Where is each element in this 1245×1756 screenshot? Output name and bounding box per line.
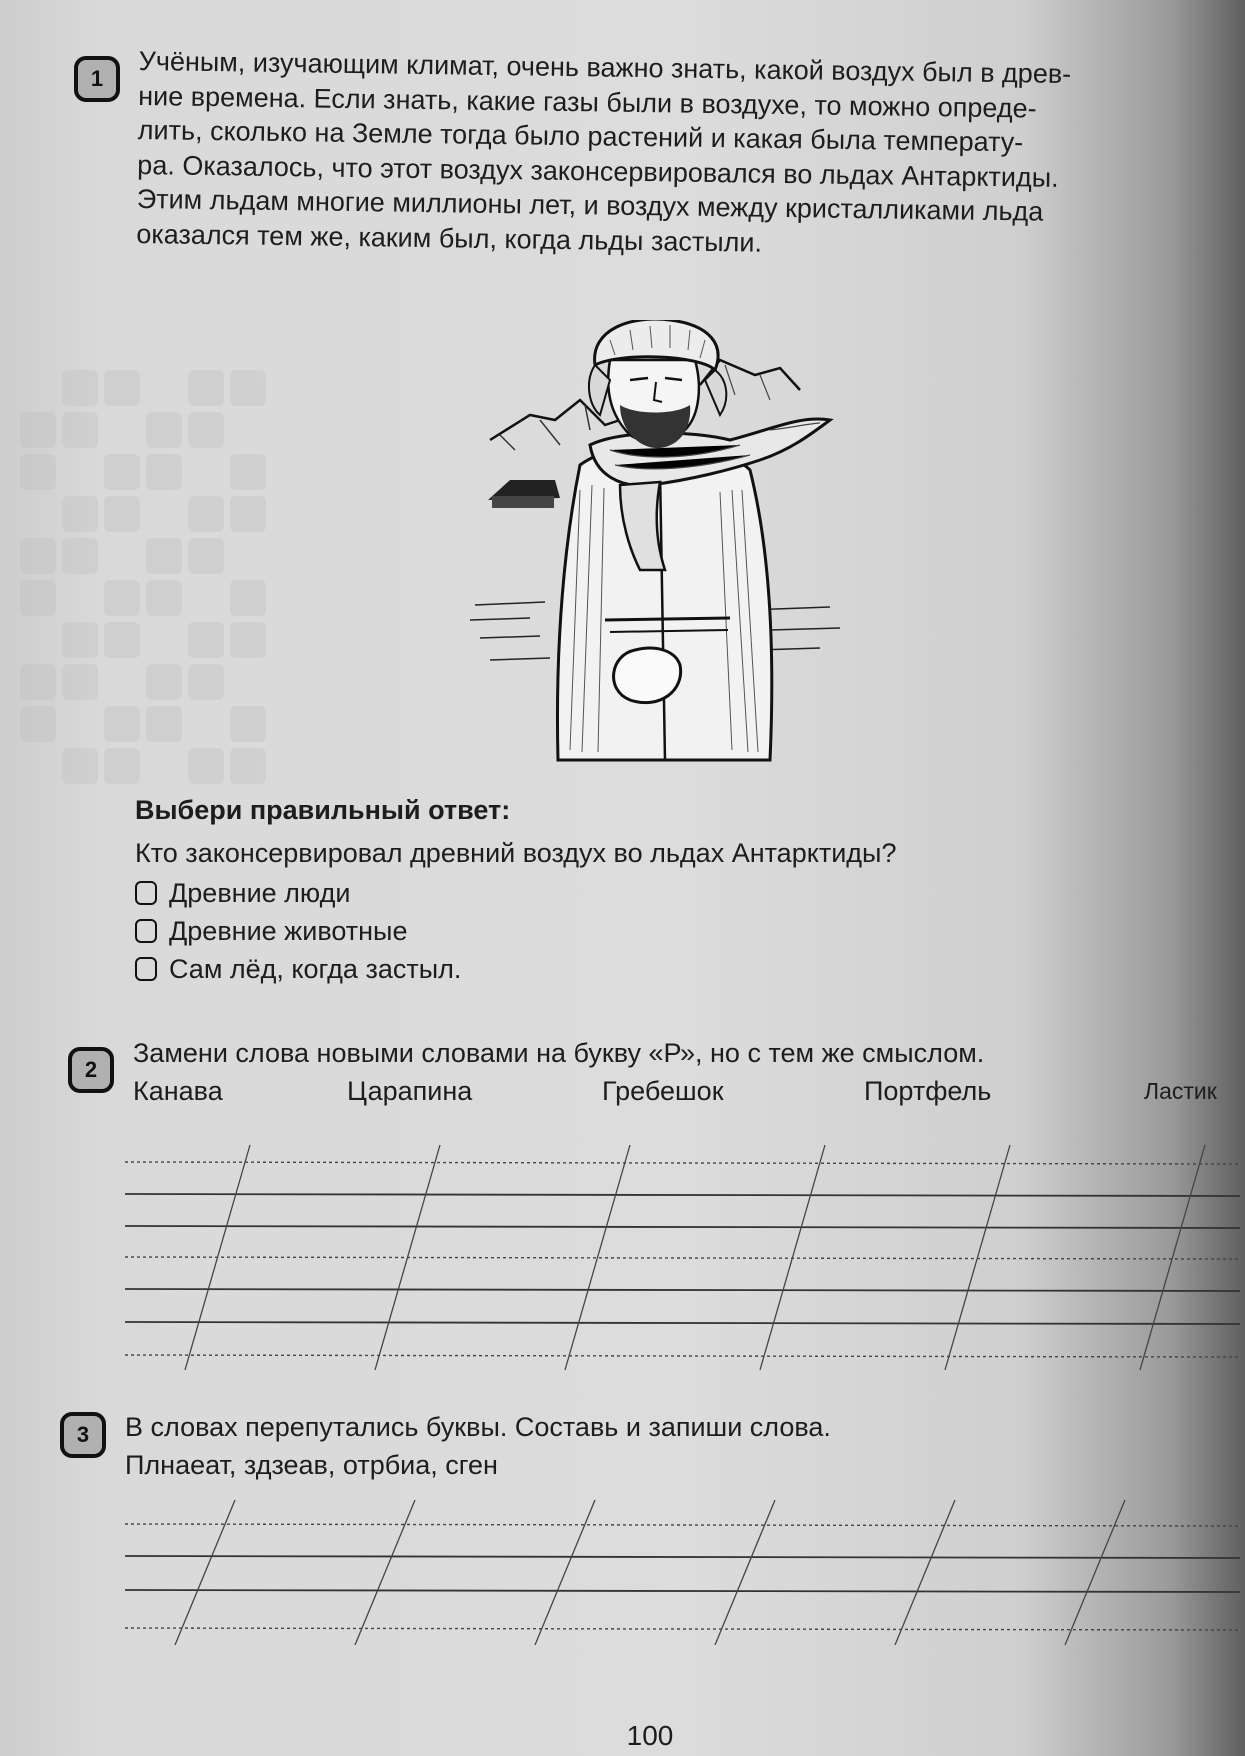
answer-option[interactable] bbox=[135, 874, 1095, 912]
handwriting-ruled-lines bbox=[125, 1140, 1240, 1375]
task-3-number-badge bbox=[60, 1412, 106, 1458]
paragraph-line: ра. Оказалось, что этот воздух законсервировался во льдах Антарктиды. bbox=[137, 149, 1059, 193]
task-1-paragraph bbox=[136, 44, 1243, 266]
task-3-writing-lines[interactable] bbox=[125, 1500, 1240, 1645]
background-tile bbox=[20, 454, 56, 490]
question-text: Кто законсервировал древний воздух во льдах Антарктиды? bbox=[135, 838, 897, 868]
task-2-block bbox=[133, 1038, 1233, 1114]
background-tile bbox=[188, 538, 224, 574]
task-2-instruction: Замени слова новыми словами на букву «Р», но с тем же смыслом. bbox=[133, 1038, 985, 1068]
background-tile bbox=[20, 580, 56, 616]
background-tile bbox=[62, 664, 98, 700]
answer-option[interactable] bbox=[135, 912, 1095, 950]
background-tile bbox=[230, 622, 266, 658]
background-tile bbox=[20, 664, 56, 700]
background-tile bbox=[62, 538, 98, 574]
task-2-number: 2 bbox=[84, 1057, 98, 1082]
task-3-block bbox=[125, 1412, 1125, 1488]
checkbox[interactable] bbox=[135, 881, 157, 905]
answer-option-label: Сам лёд, когда застыл. bbox=[169, 953, 462, 984]
background-tile bbox=[230, 454, 266, 490]
background-tile bbox=[146, 706, 182, 742]
word-item: Ластик bbox=[1144, 1078, 1217, 1104]
task-3-instruction: В словах перепутались буквы. Составь и запиши слова. bbox=[125, 1412, 831, 1442]
background-tile bbox=[188, 412, 224, 448]
antarctic-explorer-illustration bbox=[470, 320, 870, 770]
background-tile bbox=[104, 580, 140, 616]
paragraph-line: оказался тем же, каким был, когда льды застыли. bbox=[136, 218, 763, 258]
background-tile bbox=[20, 706, 56, 742]
explorer-drawing bbox=[470, 320, 870, 770]
paragraph-line: Учёным, изучающим климат, очень важно знать, какой воздух был в древ- bbox=[138, 45, 1072, 90]
background-tile bbox=[104, 496, 140, 532]
background-tile bbox=[20, 538, 56, 574]
task-1-question-block bbox=[135, 795, 1095, 988]
answer-prompt-title: Выбери правильный ответ: bbox=[135, 795, 511, 825]
background-tile bbox=[62, 370, 98, 406]
background-tile bbox=[230, 370, 266, 406]
checkbox[interactable] bbox=[135, 919, 157, 943]
task-1-number: 1 bbox=[90, 66, 104, 91]
background-tile bbox=[104, 622, 140, 658]
task-2-writing-lines[interactable] bbox=[125, 1140, 1240, 1375]
background-tile bbox=[146, 664, 182, 700]
background-tile bbox=[62, 496, 98, 532]
background-pattern bbox=[20, 370, 280, 800]
answer-option[interactable] bbox=[135, 950, 1095, 988]
background-tile bbox=[146, 538, 182, 574]
background-tile bbox=[104, 748, 140, 784]
background-tile bbox=[104, 370, 140, 406]
background-tile bbox=[146, 412, 182, 448]
background-tile bbox=[230, 748, 266, 784]
background-tile bbox=[230, 706, 266, 742]
background-tile bbox=[188, 664, 224, 700]
background-tile bbox=[230, 496, 266, 532]
background-tile bbox=[188, 622, 224, 658]
word-item: Гребешок bbox=[602, 1076, 724, 1106]
background-tile bbox=[188, 496, 224, 532]
task-1-number-badge bbox=[74, 56, 120, 102]
background-tile bbox=[146, 454, 182, 490]
task-2-number-badge bbox=[68, 1047, 114, 1093]
word-item: Портфель bbox=[864, 1076, 992, 1106]
background-tile bbox=[230, 580, 266, 616]
word-item: Канава bbox=[133, 1076, 223, 1106]
background-tile bbox=[104, 454, 140, 490]
paragraph-line: лить, сколько на Земле тогда было растений и какая была температу- bbox=[137, 114, 1024, 158]
background-tile bbox=[188, 370, 224, 406]
background-tile bbox=[62, 622, 98, 658]
word-item: Царапина bbox=[347, 1076, 473, 1106]
background-tile bbox=[188, 748, 224, 784]
background-tile bbox=[104, 706, 140, 742]
answer-option-label: Древние животные bbox=[169, 915, 408, 946]
answer-option-label: Древние люди bbox=[169, 877, 351, 908]
task-3-number: 3 bbox=[76, 1422, 90, 1447]
paragraph-line: ние времена. Если знать, какие газы были в воздухе, то можно опреде- bbox=[138, 80, 1037, 124]
paragraph-line: Этим льдам многие миллионы лет, и воздух между кристалликами льда bbox=[136, 183, 1044, 227]
checkbox[interactable] bbox=[135, 957, 157, 981]
scrambled-words: Плнаеат, здзеав, отрбиа, сген bbox=[125, 1450, 498, 1480]
background-tile bbox=[62, 748, 98, 784]
background-tile bbox=[20, 412, 56, 448]
page-number: 100 bbox=[626, 1720, 674, 1751]
task-2-word-list bbox=[133, 1074, 1233, 1114]
background-tile bbox=[62, 412, 98, 448]
background-tile bbox=[146, 580, 182, 616]
handwriting-ruled-lines bbox=[125, 1500, 1240, 1645]
